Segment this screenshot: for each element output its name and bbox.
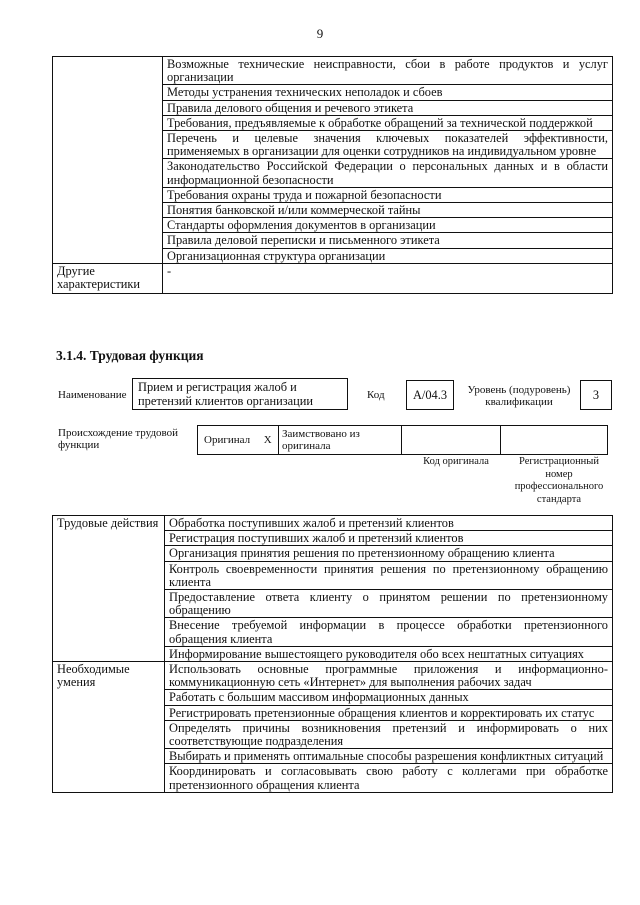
knowledge-item: Правила делового общения и речевого этикета — [163, 100, 613, 115]
knowledge-item: Законодательство Российской Федерации о персональных данных и в области информационной безопасности — [163, 159, 613, 187]
knowledge-item: Требования охраны труда и пожарной безопасности — [163, 187, 613, 202]
knowledge-item: Возможные технические неисправности, сбои в работе продуктов и услуг организации — [163, 57, 613, 85]
origin-table — [197, 425, 608, 455]
origin-label: Происхождение трудовой функции — [58, 427, 179, 451]
action-item: Организация принятия решения по претензионному обращению клиента — [165, 546, 613, 561]
knowledge-item: Требования, предъявляемые к обработке обращений за технической поддержкой — [163, 115, 613, 130]
other-characteristics-value: - — [163, 263, 613, 293]
knowledge-item: Правила деловой переписки и письменного этикета — [163, 233, 613, 248]
reg-number-caption: Регистрационный номер профессионального стандарта — [514, 456, 604, 505]
name-label: Наименование — [58, 389, 127, 401]
knowledge-label-cell — [53, 57, 163, 264]
section-title: 3.1.4. Трудовая функция — [56, 348, 204, 363]
action-item: Регистрация поступивших жалоб и претензий клиентов — [165, 531, 613, 546]
skill-item: Определять причины возникновения претензий и информировать о них соответствующие подразделения — [165, 720, 613, 748]
skill-item: Координировать и согласовывать свою работу с коллегами при обработке претензионного обращения клиента — [165, 764, 613, 792]
reg-number-field — [501, 426, 608, 455]
knowledge-item: Стандарты оформления документов в организации — [163, 218, 613, 233]
borrowed-label: Заимствовано из оригинала — [279, 426, 402, 455]
knowledge-table — [52, 56, 613, 294]
original-mark: X — [258, 426, 279, 455]
code-original-caption: Код оригинала — [423, 456, 489, 467]
skill-item: Регистрировать претензионные обращения клиентов и корректировать их статус — [165, 705, 613, 720]
skill-item: Использовать основные программные приложения и информационно-коммуникационную сеть «Интернет» для выполнения рабочих задач — [165, 662, 613, 690]
code-label: Код — [367, 389, 385, 401]
action-item: Контроль своевременности принятия решения по претензионному обращению клиента — [165, 561, 613, 589]
action-item: Информирование вышестоящего руководителя обо всех нештатных ситуациях — [165, 646, 613, 661]
knowledge-item: Методы устранения технических неполадок и сбоев — [163, 85, 613, 100]
qualification-level-label: Уровень (подуровень) квалификации — [467, 384, 571, 408]
labor-actions-label: Трудовые действия — [53, 516, 165, 662]
knowledge-item: Организационная структура организации — [163, 248, 613, 263]
qualification-level-field: 3 — [580, 380, 612, 410]
knowledge-item: Перечень и целевые значения ключевых показателей эффективности, применяемых в организации для оценки сотрудников на индивидуальном уровне — [163, 131, 613, 159]
other-characteristics-label: Другие характеристики — [53, 263, 163, 293]
knowledge-item: Понятия банковской и/или коммерческой тайны — [163, 203, 613, 218]
skill-item: Выбирать и применять оптимальные способы разрешения конфликтных ситуаций — [165, 749, 613, 764]
code-field: A/04.3 — [406, 380, 454, 410]
page-number: 9 — [316, 26, 324, 41]
action-item: Обработка поступивших жалоб и претензий клиентов — [165, 516, 613, 531]
action-item: Внесение требуемой информации в процессе обработки претензионного обращения клиента — [165, 618, 613, 646]
function-name-field: Прием и регистрация жалоб и претензий клиентов организации — [132, 378, 348, 410]
original-label: Оригинал — [198, 426, 258, 455]
code-original-field — [402, 426, 501, 455]
skill-item: Работать с большим массивом информационных данных — [165, 690, 613, 705]
action-item: Предоставление ответа клиенту о принятом решении по претензионному обращению — [165, 590, 613, 618]
labor-actions-table — [52, 515, 613, 793]
skills-label: Необходимые умения — [53, 662, 165, 793]
